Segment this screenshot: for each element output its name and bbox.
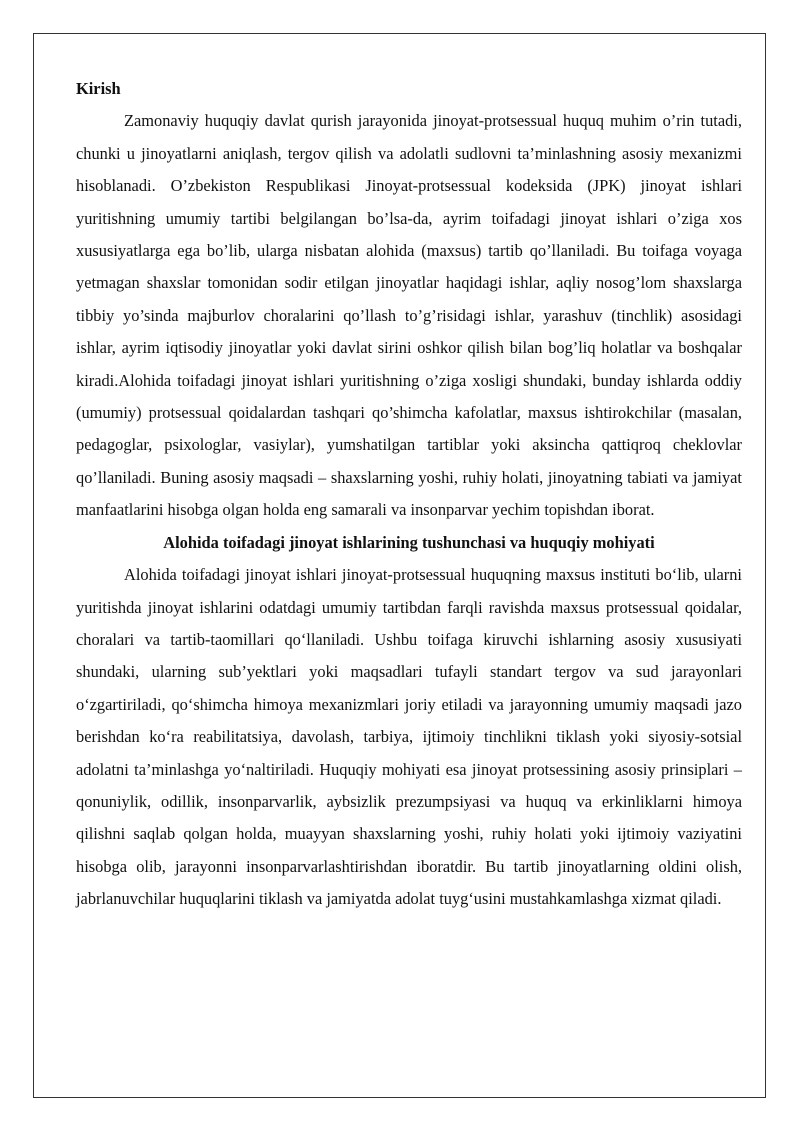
document-content xyxy=(76,73,742,916)
intro-paragraph: Zamonaviy huquqiy davlat qurish jarayonida jinoyat-protsessual huquq muhim o’rin tutadi, chunki u jinoyatlarni aniqlash, tergov qilish va adolatli sudlovni ta’minlashning asosiy mexanizmi hisoblanadi. O’zbekiston Respublikasi Jinoyat-protsessual kodeksida (JPK) jinoyat ishlari yuritishning umumiy tartibi belgilangan bo’lsa-da, ayrim toifadagi jinoyat ishlari o’ziga xos xususiyatlarga ega bo’lib, ularga nisbatan alohida (maxsus) tartib qo’llaniladi. Bu toifaga voyaga yetmagan shaxslar tomonidan sodir etilgan jinoyatlar haqidagi ishlar, aqliy nosog’lom shaxslarga tibbiy yo’sinda majburlov choralarini qo’llash to’g’risidagi ishlar, yarashuv (tinchlik) asosidagi ishlar, ayrim iqtisodiy jinoyatlar yoki davlat sirini oshkor qilish bilan bog’liq holatlar va boshqalar kiradi.Alohida toifadagi jinoyat ishlari yuritishning o’ziga xosligi shundaki, bunday ishlarda oddiy (umumiy) protsessual qoidalardan tashqari qo’shimcha kafolatlar, maxsus ishtirokchilar (masalan, pedagoglar, psixologlar, vasiylar), yumshatilgan tartiblar yoki aksincha qattiqroq cheklovlar qo’llaniladi. Buning asosiy maqsadi – shaxslarning yoshi, ruhiy holati, jinoyatning tabiati va jamiyat manfaatlarini hisobga olgan holda eng samarali va insonparvar yechim topishdan iborat. xyxy=(76,111,742,520)
section-subheading: Alohida toifadagi jinoyat ishlarining tushunchasi va huquqiy mohiyati xyxy=(163,532,655,552)
section-heading: Kirish xyxy=(76,79,121,98)
body-paragraph: Alohida toifadagi jinoyat ishlari jinoyat-protsessual huquqning maxsus instituti bo‘lib, ularni yuritishda jinoyat ishlarini odatdagi umumiy tartibdan farqli ravishda maxsus protsessual qoidalar, choralari va tartib-taomillari qo‘llaniladi. Ushbu toifaga kiruvchi ishlarning asosiy xususiyati shundaki, ularning sub’yektlari yoki maqsadlari tufayli standart tergov va sud jarayonlari o‘zgartiriladi, qo‘shimcha himoya mexanizmlari joriy etiladi va jarayonning umumiy maqsadi jazo berishdan ko‘ra reabilitatsiya, davolash, tarbiya, ijtimoiy tinchlikni tiklash yoki siyosiy-sotsial adolatni ta’minlashga yo‘naltiriladi. Huquqiy mohiyati esa jinoyat protsessining asosiy prinsiplari – qonuniylik, odillik, insonparvarlik, aybsizlik prezumpsiyasi va huquq va erkinliklarni himoya qilishni saqlab qolgan holda, muayyan shaxslarning yoshi, ruhiy holati yoki ijtimoiy vaziyatini hisobga olib, jarayonni insonparvarlashtirishdan iboratdir. Bu tartib jinoyatlarning oldini olish, jabrlanuvchilar huquqlarini tiklash va jamiyatda adolat tuyg‘usini mustahkamlashga xizmat qiladi. xyxy=(76,565,742,909)
